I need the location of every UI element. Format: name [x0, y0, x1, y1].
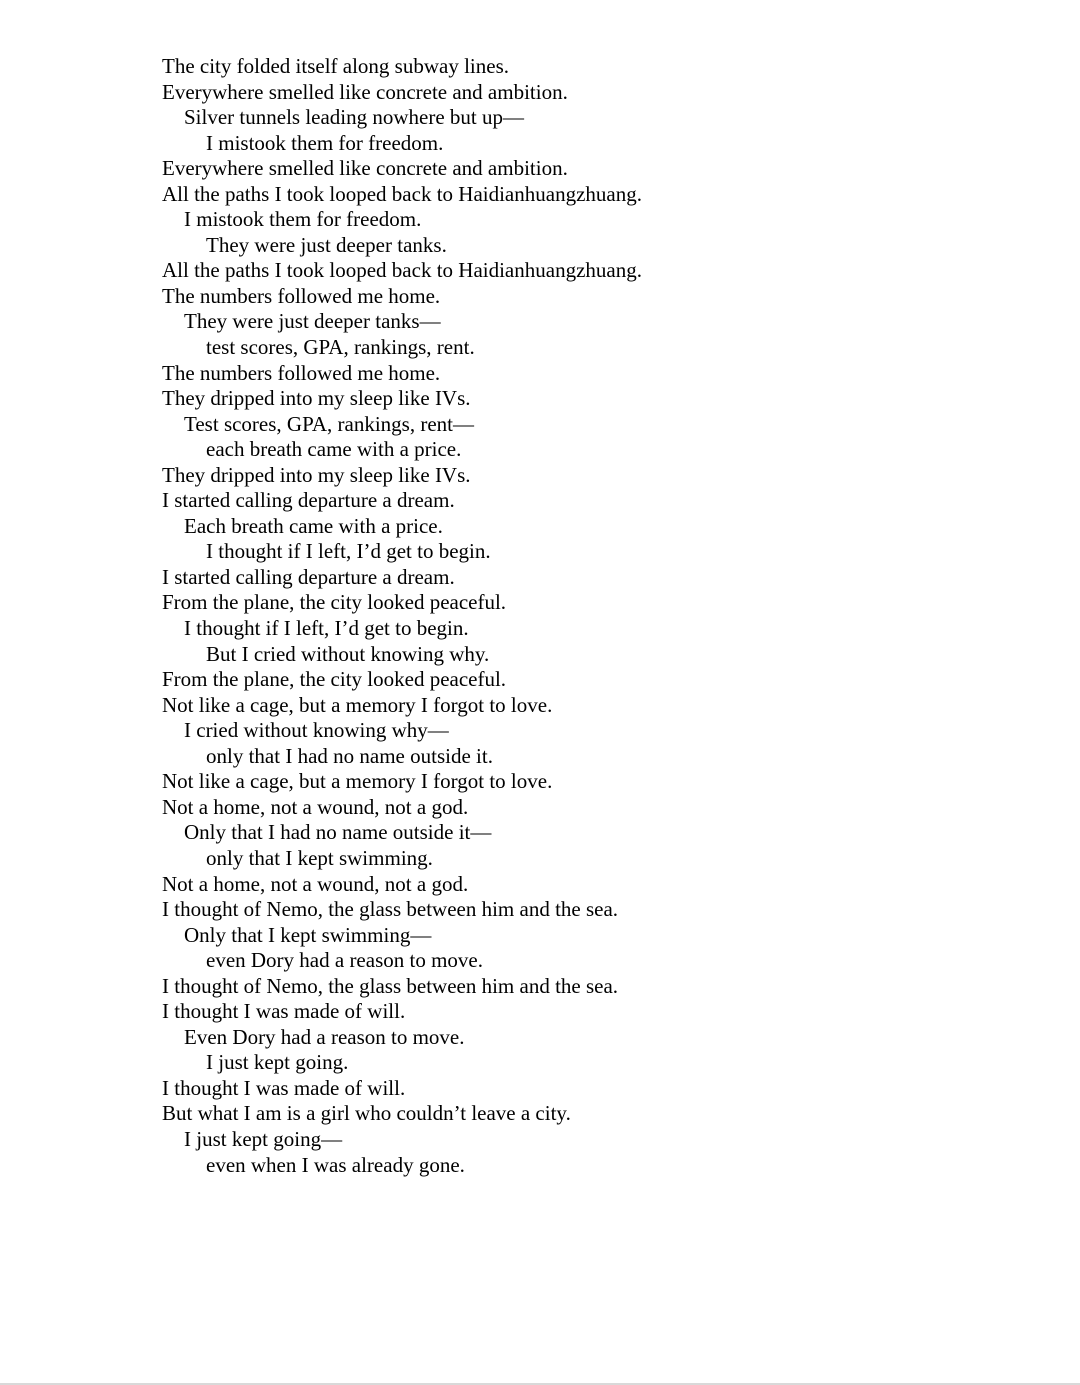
- poem-line: only that I had no name outside it.: [206, 743, 493, 768]
- poem-line: The city folded itself along subway lines.: [162, 54, 510, 78]
- poem-line: The numbers followed me home.: [162, 360, 441, 385]
- poem-line: Everywhere smelled like concrete and ambition.: [162, 79, 568, 104]
- poem-line: All the paths I took looped back to Haidianhuangzhuang.: [162, 258, 642, 283]
- poem-line: I mistook them for freedom.: [184, 207, 422, 232]
- poem-line: All the paths I took looped back to Haidianhuangzhuang.: [162, 181, 642, 206]
- poem-line: I thought of Nemo, the glass between him and the sea.: [162, 897, 619, 922]
- poem-line: I cried without knowing why—: [184, 718, 449, 743]
- poem-line: Not like a cage, but a memory I forgot to love.: [162, 769, 553, 794]
- poem-line: each breath came with a price.: [206, 437, 462, 462]
- poem-line: I thought I was made of will.: [162, 1075, 406, 1100]
- poem-line: Only that I kept swimming—: [184, 922, 432, 947]
- poem-line: I thought of Nemo, the glass between him and the sea.: [162, 973, 619, 998]
- poem-line: They dripped into my sleep like IVs.: [162, 386, 471, 411]
- poem-line: I thought if I left, I’d get to begin.: [206, 539, 491, 564]
- poem-line: test scores, GPA, rankings, rent.: [206, 335, 475, 360]
- poem-line: From the plane, the city looked peaceful.: [162, 590, 507, 615]
- poem-line: I mistook them for freedom.: [206, 130, 444, 155]
- poem-line: I started calling departure a dream.: [162, 488, 455, 513]
- poem-line: I thought if I left, I’d get to begin.: [184, 616, 469, 641]
- poem-line: even when I was already gone.: [206, 1152, 465, 1177]
- poem-line: The numbers followed me home.: [162, 283, 441, 308]
- poem-line: Test scores, GPA, rankings, rent—: [184, 411, 474, 436]
- poem-line: They were just deeper tanks.: [206, 232, 447, 257]
- poem-line: I just kept going.: [206, 1050, 349, 1075]
- poem-line: even Dory had a reason to move.: [206, 948, 483, 973]
- poem-body: [162, 54, 642, 1178]
- poem-line: They dripped into my sleep like IVs.: [162, 462, 471, 487]
- poem-line: Only that I had no name outside it—: [184, 820, 492, 845]
- poem-line: Silver tunnels leading nowhere but up—: [184, 105, 525, 130]
- poem-line: Not like a cage, but a memory I forgot to love.: [162, 692, 553, 717]
- poem-line: They were just deeper tanks—: [184, 309, 441, 334]
- poem-line: only that I kept swimming.: [206, 845, 433, 870]
- poem-line: From the plane, the city looked peaceful.: [162, 667, 507, 692]
- poem-line: I started calling departure a dream.: [162, 564, 455, 589]
- poem-line: I just kept going—: [184, 1126, 343, 1151]
- poem-line: Not a home, not a wound, not a god.: [162, 871, 469, 896]
- poem-line: But what I am is a girl who couldn’t leave a city.: [162, 1101, 571, 1126]
- poem-line: Even Dory had a reason to move.: [184, 1024, 465, 1049]
- poem-line: Not a home, not a wound, not a god.: [162, 794, 469, 819]
- poem-line: I thought I was made of will.: [162, 999, 406, 1024]
- poem-line: But I cried without knowing why.: [206, 641, 490, 666]
- poem-line: Each breath came with a price.: [184, 513, 443, 538]
- poem-line: Everywhere smelled like concrete and ambition.: [162, 156, 568, 181]
